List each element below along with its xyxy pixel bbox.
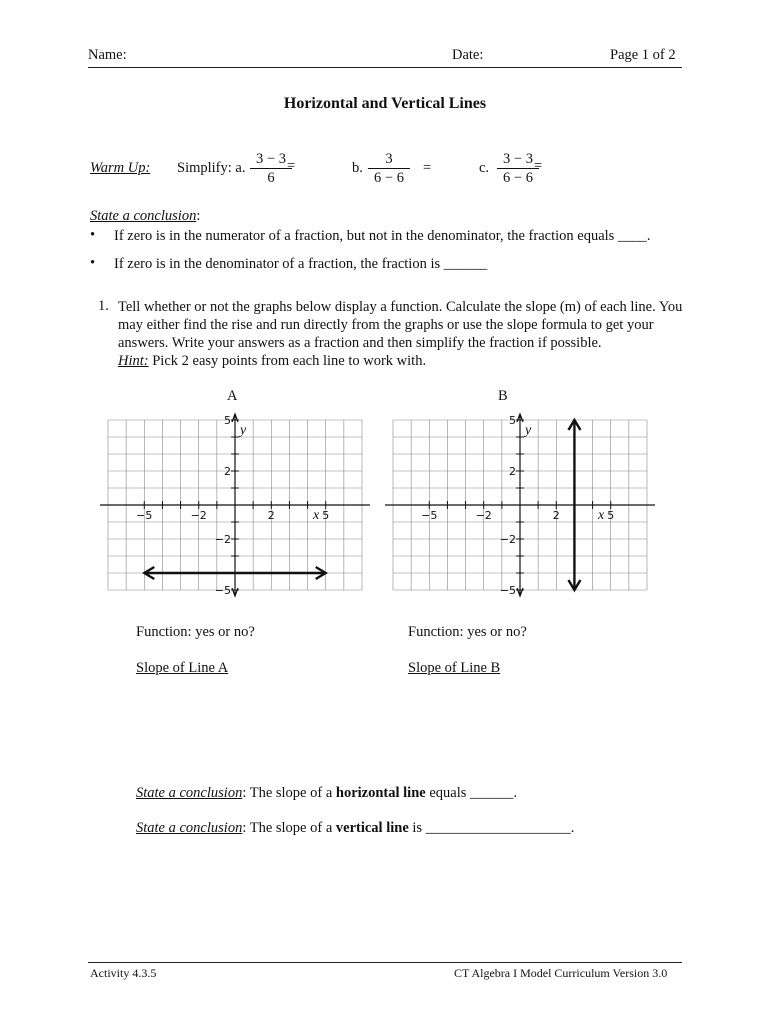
conclusion-1-bullet-2: If zero is in the denominator of a fraction, the fraction is ______ <box>114 256 488 272</box>
y-axis-label: y <box>525 423 532 439</box>
x-tick-label: 5 <box>322 509 330 522</box>
name-label: Name: <box>88 47 127 63</box>
y-tick-label: 2 <box>224 465 231 478</box>
question-1-number: 1. <box>98 298 109 314</box>
fraction-c-numerator: 3 − 3 <box>497 150 539 169</box>
bullet-dot: • <box>90 255 96 271</box>
x-axis-label: x <box>598 508 605 523</box>
graph-a <box>90 410 380 600</box>
hint-label: Hint: <box>118 353 149 369</box>
fraction-a <box>250 150 292 187</box>
fraction-c-denominator: 6 − 6 <box>503 170 533 186</box>
date-label: Date: <box>452 47 484 63</box>
conclusion-3 <box>136 820 574 837</box>
fraction-b-numerator: 3 <box>368 150 410 169</box>
conclusion-1-heading <box>90 208 200 225</box>
warmup-b-label: b. <box>352 160 363 176</box>
conclusion-1-bullet-1: If zero is in the numerator of a fraction, but not in the denominator, the fraction equals ____. <box>114 228 651 244</box>
y-tick-label: −2 <box>214 533 231 546</box>
graph-b-label: B <box>498 388 508 404</box>
x-tick-label: 2 <box>267 509 275 522</box>
warmup-c-label: c. <box>479 160 490 176</box>
x-tick-label: −2 <box>475 509 492 522</box>
hint-text: Pick 2 easy points from each line to work with. <box>148 353 427 369</box>
y-tick-label: −2 <box>499 533 516 546</box>
x-tick-label: −5 <box>421 509 438 522</box>
conclusion-2-suffix: equals ______. <box>425 785 518 801</box>
conclusion-2-prefix: The slope of a <box>246 785 336 801</box>
x-tick-label: 5 <box>607 509 615 522</box>
y-tick-label: 5 <box>224 414 231 427</box>
fraction-b <box>368 150 410 187</box>
conclusion-3-colon: : <box>242 820 247 836</box>
conclusion-3-prefix: The slope of a <box>246 820 336 836</box>
graph-b-slope-prompt: Slope of Line B <box>408 660 501 676</box>
question-1-text <box>118 298 688 370</box>
conclusion-2-bold: horizontal line <box>335 785 426 801</box>
y-tick-label: −5 <box>499 584 516 597</box>
fraction-b-denominator: 6 − 6 <box>374 170 404 186</box>
graph-b <box>375 410 665 600</box>
graph-a-label: A <box>227 388 238 404</box>
graph-a-slope-prompt: Slope of Line A <box>136 660 229 676</box>
y-axis-label: y <box>240 423 247 439</box>
fraction-b-equals: = <box>423 160 432 176</box>
y-tick-label: −5 <box>214 584 231 597</box>
fraction-a-numerator: 3 − 3 <box>250 150 292 169</box>
conclusion-2-colon: : <box>242 785 247 801</box>
fraction-c-equals: = <box>534 158 543 174</box>
page-number: Page 1 of 2 <box>610 47 676 63</box>
conclusion-2 <box>136 785 517 802</box>
conclusion-1-label: State a conclusion <box>90 208 197 224</box>
y-tick-label: 5 <box>509 414 516 427</box>
graph-a-function-prompt: Function: yes or no? <box>136 624 255 640</box>
fraction-c <box>497 150 539 187</box>
bullet-dot: • <box>90 227 96 243</box>
question-1-body: Tell whether or not the graphs below display a function. Calculate the slope (m) of each line. You may either find the rise and run directly from the graphs or use the slope formula to get your answers. Write your answers as a fraction and then simplify the fraction if possible. <box>118 299 683 351</box>
conclusion-3-suffix: is ____________________. <box>408 820 575 836</box>
footer-right: CT Algebra I Model Curriculum Version 3.0 <box>454 966 668 980</box>
x-tick-label: −5 <box>136 509 153 522</box>
fraction-a-denominator: 6 <box>267 170 275 186</box>
footer-rule <box>88 962 682 963</box>
header-rule <box>88 67 682 68</box>
x-tick-label: −2 <box>190 509 207 522</box>
warmup-label: Warm Up: <box>90 160 151 176</box>
graph-b-function-prompt: Function: yes or no? <box>408 624 527 640</box>
footer-left: Activity 4.3.5 <box>90 966 157 980</box>
x-axis-label: x <box>313 508 320 523</box>
conclusion-3-label: State a conclusion <box>136 820 243 836</box>
conclusion-1-colon: : <box>196 208 201 224</box>
conclusion-3-bold: vertical line <box>335 820 409 836</box>
conclusion-2-label: State a conclusion <box>136 785 243 801</box>
page-title: Horizontal and Vertical Lines <box>283 95 487 112</box>
warmup-simplify: Simplify: a. <box>177 160 246 176</box>
fraction-a-equals: = <box>287 158 296 174</box>
x-tick-label: 2 <box>552 509 560 522</box>
y-tick-label: 2 <box>509 465 516 478</box>
